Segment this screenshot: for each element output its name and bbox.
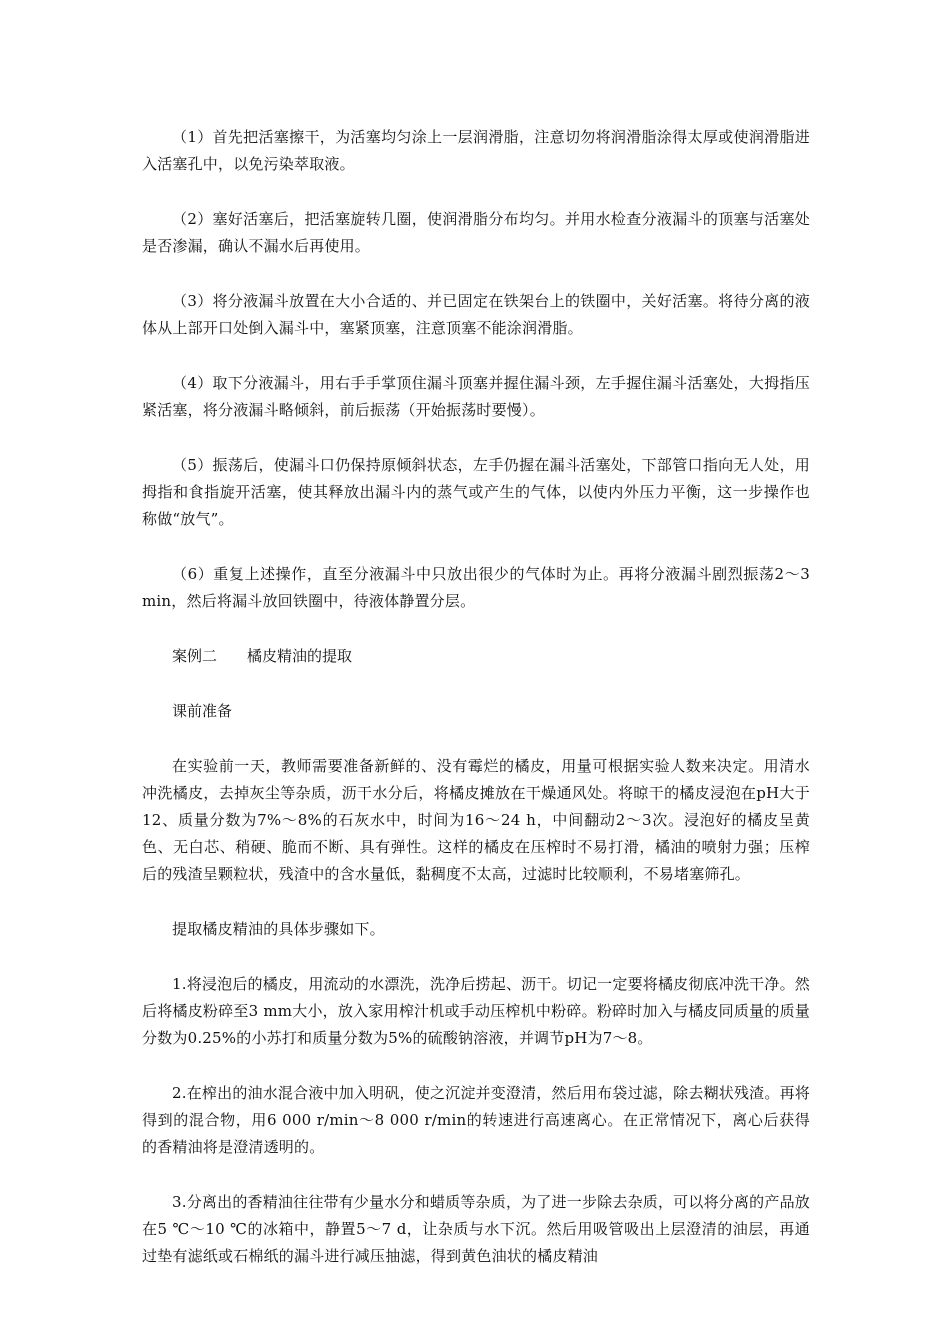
document-page xyxy=(142,124,810,1298)
prep-paragraph: 在实验前一天，教师需要准备新鲜的、没有霉烂的橘皮，用量可根据实验人数来决定。用清水冲洗橘皮，去掉灰尘等杂质，沥干水分后，将橘皮摊放在干燥通风处。将晾干的橘皮浸泡在pH大于12、质量分数为7%～8%的石灰水中，时间为16～24 h，中间翻动2～3次。浸泡好的橘皮呈黄色、无白芯、稍硬、脆而不断、具有弹性。这样的橘皮在压榨时不易打滑，橘油的喷射力强；压榨后的残渣呈颗粒状，残渣中的含水量低，黏稠度不太高，过滤时比较顺利，不易堵塞筛孔。 xyxy=(142,757,810,883)
case-heading xyxy=(142,643,810,670)
extract-step-3-paragraph: 3.分离出的香精油往往带有少量水分和蜡质等杂质，为了进一步除去杂质，可以将分离的产品放在5 ℃～10 ℃的冰箱中，静置5～7 d，让杂质与水下沉。然后用吸管吸出上层澄清的油层，再通过垫有滤纸或石棉纸的漏斗进行减压抽滤，得到黄色油状的橘皮精油 xyxy=(142,1193,810,1265)
extract-step-1-paragraph: 1.将浸泡后的橘皮，用流动的水漂洗，洗净后捞起、沥干。切记一定要将橘皮彻底冲洗干净。然后将橘皮粉碎至3 mm大小，放入家用榨汁机或手动压榨机中粉碎。粉碎时加入与橘皮同质量的质量分数为0.25%的小苏打和质量分数为5%的硫酸钠溶液，并调节pH为7～8。 xyxy=(142,975,810,1047)
step-2-paragraph: （2）塞好活塞后，把活塞旋转几圈，使润滑脂分布均匀。并用水检查分液漏斗的顶塞与活塞处是否渗漏，确认不漏水后再使用。 xyxy=(142,210,810,255)
steps-intro-paragraph: 提取橘皮精油的具体步骤如下。 xyxy=(172,920,385,938)
prep-heading: 课前准备 xyxy=(172,702,233,720)
step-4-paragraph: （4）取下分液漏斗，用右手手掌顶住漏斗顶塞并握住漏斗颈，左手握住漏斗活塞处，大拇指压紧活塞，将分液漏斗略倾斜，前后振荡（开始振荡时要慢）。 xyxy=(142,374,810,419)
step-6-paragraph: （6）重复上述操作，直至分液漏斗中只放出很少的气体时为止。再将分液漏斗剧烈振荡2～3 min，然后将漏斗放回铁圈中，待液体静置分层。 xyxy=(142,565,810,610)
extract-step-2-paragraph: 2.在榨出的油水混合液中加入明矾，使之沉淀并变澄清，然后用布袋过滤，除去糊状残渣。再将得到的混合物，用6 000 r/min～8 000 r/min的转速进行高速离心。在正常情况下，离心后获得的香精油将是澄清透明的。 xyxy=(142,1084,810,1156)
case-label: 案例二 xyxy=(172,647,218,665)
case-title: 橘皮精油的提取 xyxy=(247,647,353,665)
step-5-paragraph: （5）振荡后，使漏斗口仍保持原倾斜状态，左手仍握在漏斗活塞处，下部管口指向无人处，用拇指和食指旋开活塞，使其释放出漏斗内的蒸气或产生的气体，以使内外压力平衡，这一步操作也称做“放气”。 xyxy=(142,456,810,528)
step-1-paragraph: （1）首先把活塞擦干，为活塞均匀涂上一层润滑脂，注意切勿将润滑脂涂得太厚或使润滑脂进入活塞孔中，以免污染萃取液。 xyxy=(142,128,810,173)
step-3-paragraph: （3）将分液漏斗放置在大小合适的、并已固定在铁架台上的铁圈中，关好活塞。将待分离的液体从上部开口处倒入漏斗中，塞紧顶塞，注意顶塞不能涂润滑脂。 xyxy=(142,292,810,337)
